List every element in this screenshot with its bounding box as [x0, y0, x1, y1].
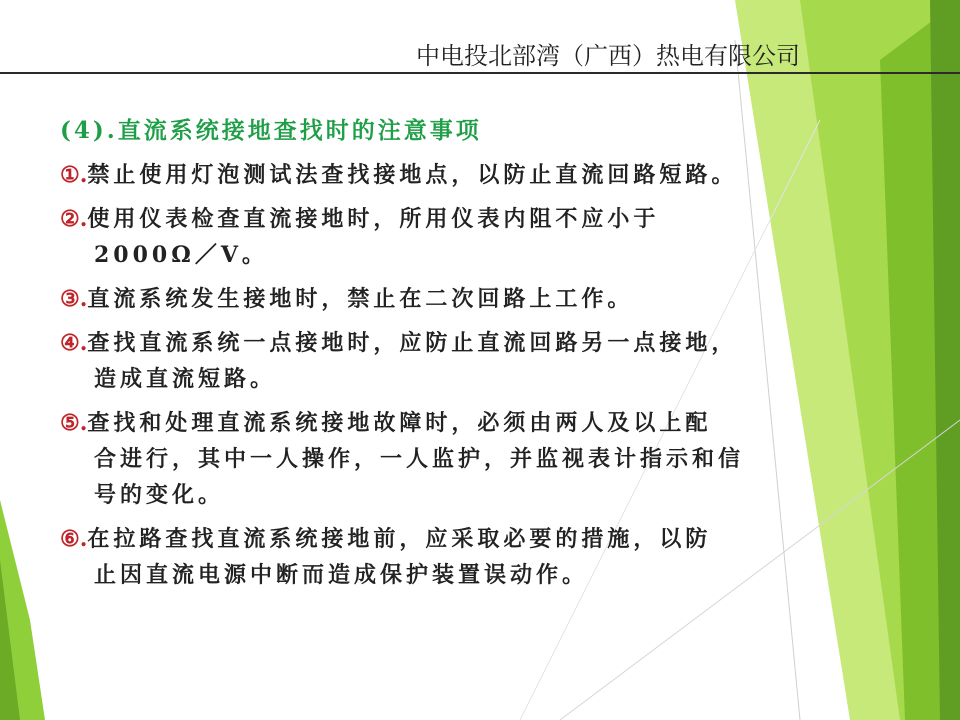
list-item [60, 325, 900, 397]
item-text-continued: 2000Ω／V。 [94, 242, 268, 268]
item-text-continued: 合进行，其中一人操作，一人监护，并监视表计指示和信 [94, 446, 745, 472]
header-rule [0, 72, 960, 74]
list-item [60, 281, 900, 317]
item-number: ①. [60, 162, 88, 188]
item-text: 使用仪表检查直流接地时，所用仪表内阻不应小于 [87, 206, 660, 232]
item-text: 直流系统发生接地时，禁止在二次回路上工作。 [87, 286, 634, 312]
item-text-continued: 号的变化。 [94, 482, 225, 508]
item-text: 在拉路查找直流系统接地前，应采取必要的措施，以防 [87, 526, 712, 552]
item-text-continued: 止因直流电源中断而造成保护装置误动作。 [94, 562, 589, 588]
item-number: ③. [60, 286, 88, 312]
list-item [60, 405, 900, 513]
company-name: 中电投北部湾（广西）热电有限公司 [416, 42, 800, 70]
list-item [60, 201, 900, 273]
item-text-continued: 造成直流短路。 [94, 366, 277, 392]
item-number: ⑥. [60, 526, 88, 552]
item-text: 禁止使用灯泡测试法查找接地点，以防止直流回路短路。 [87, 162, 738, 188]
item-number: ⑤. [60, 410, 88, 436]
item-number: ④. [60, 330, 88, 356]
item-number: ②. [60, 206, 88, 232]
list-item [60, 521, 900, 593]
list-item [60, 157, 900, 193]
slide-body [60, 112, 900, 601]
section-heading: (4).直流系统接地查找时的注意事项 [60, 117, 482, 144]
item-text: 查找和处理直流系统接地故障时，必须由两人及以上配 [87, 410, 712, 436]
item-text: 查找直流系统一点接地时，应防止直流回路另一点接地， [87, 330, 738, 356]
